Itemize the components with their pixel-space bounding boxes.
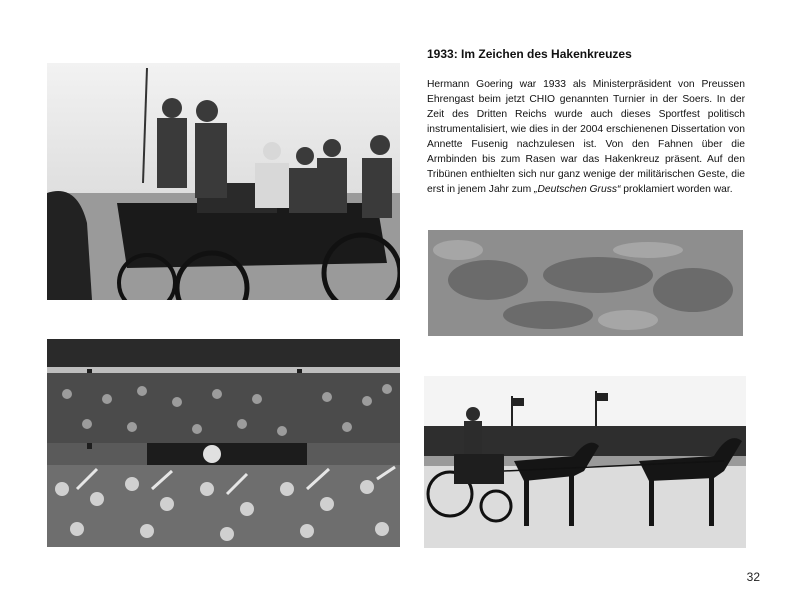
article-title: 1933: Im Zeichen des Hakenkreuzes (427, 47, 632, 61)
page-number: 32 (746, 570, 760, 584)
photo-lawn-pattern (428, 230, 743, 336)
article-body-part2: proklamiert worden war. (620, 184, 733, 195)
article-body (427, 77, 745, 197)
photo-grandstand-crowd (47, 339, 400, 547)
article-body-emphasis: „Deutschen Gruss“ (534, 184, 621, 195)
article-body-part1: Hermann Goering war 1933 als Ministerpräsident von Preussen Ehrengast beim jetzt CHIO genannten Turnier in der Soers. In der Zeit des Dritten Reichs wurde auch dieses Sportfest politisch instrumentalisiert, wie dies in der 2004 erschienenen Dissertation von Annette Fusenig nachzulesen ist. Von den Fahnen über die Armbinden bis zum Rasen war das Hakenkreuz präsent. Auf den Tribünen enthielten sich nur ganz wenige der militärischen Geste, die erst in jenem Jahr zum (427, 79, 745, 195)
article-text (427, 47, 745, 197)
photo-carriage-officers (47, 63, 400, 300)
photo-horse-carriage-arena (424, 376, 746, 548)
